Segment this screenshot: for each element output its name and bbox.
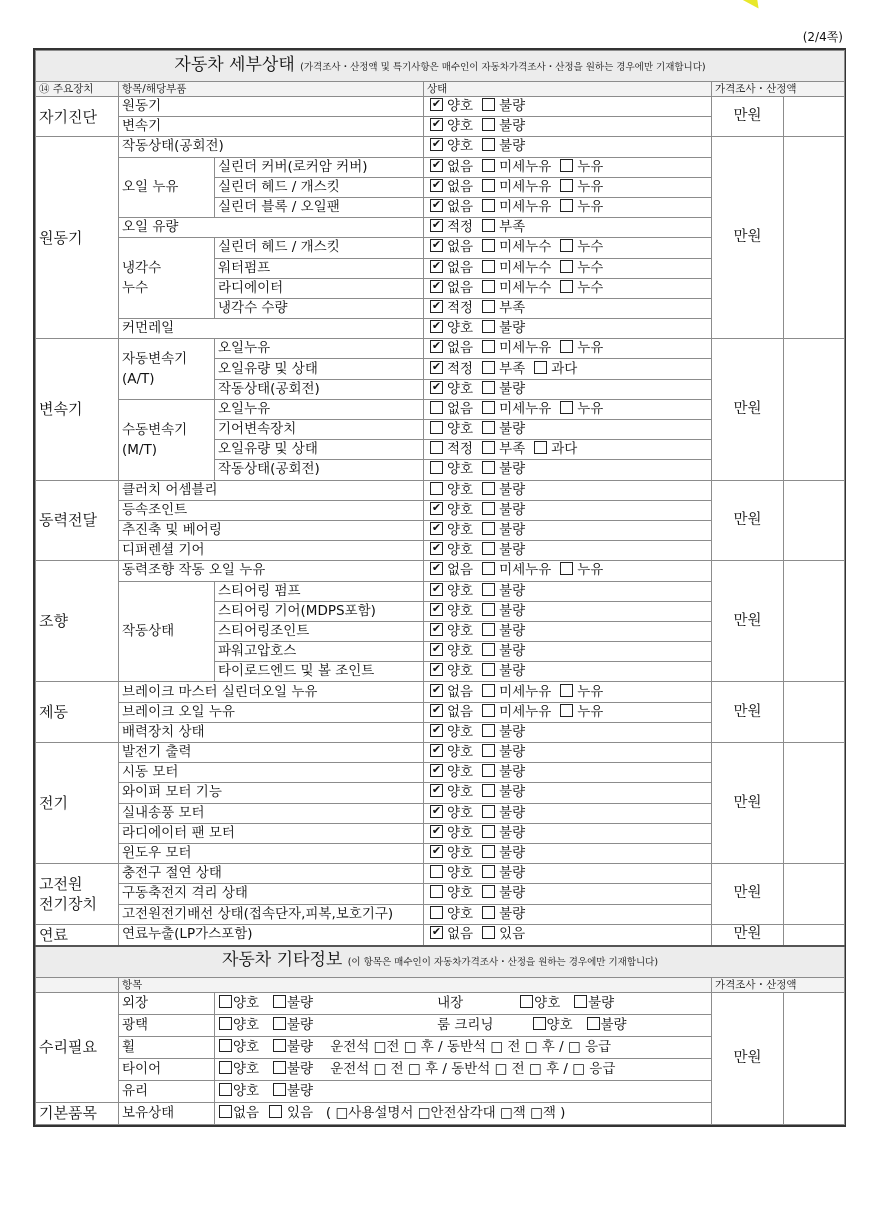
part-label: 작동상태(공회전) [215, 379, 424, 399]
status-cell: 양호 불량 [424, 884, 712, 904]
checkbox[interactable] [430, 562, 443, 575]
wheel-label: 휠 [119, 1036, 215, 1058]
device-group: 조향 [36, 561, 119, 682]
checkbox[interactable] [482, 340, 495, 353]
table-row [36, 480, 845, 500]
status-cell: ✔ 양호 불량 [424, 500, 712, 520]
checkbox[interactable] [430, 684, 443, 697]
status-cell: ✔ 없음 미세누수 누수 [424, 258, 712, 278]
checkbox[interactable] [430, 260, 443, 273]
checkbox[interactable] [430, 138, 443, 151]
part-label: 냉각수 수량 [215, 298, 424, 318]
status-cell: ✔ 양호 불량 [424, 621, 712, 641]
checkbox[interactable] [430, 885, 443, 898]
part-label: 오일누유 [215, 339, 424, 359]
price-input[interactable] [784, 137, 845, 339]
checkbox[interactable] [482, 784, 495, 797]
header-status: 상태 [424, 82, 712, 97]
status-cell: 양호 불량 [424, 480, 712, 500]
status-cell: 양호 불량 [424, 460, 712, 480]
device-group: 전기 [36, 743, 119, 864]
checkbox[interactable] [430, 98, 443, 111]
status-cell: ✔ 없음 미세누유 누유 [424, 339, 712, 359]
status-cell: ✔ 양호 불량 [424, 601, 712, 621]
etc-price: 만원 [712, 992, 784, 1124]
item-label: 작동상태 [119, 581, 215, 682]
item-label: 실내송풍 모터 [119, 803, 424, 823]
checkbox[interactable] [482, 724, 495, 737]
price-input[interactable] [784, 97, 845, 137]
checkbox[interactable] [482, 239, 495, 252]
header-price: 가격조사・산정액 [712, 82, 845, 97]
checkbox[interactable] [482, 138, 495, 151]
checkbox[interactable] [482, 825, 495, 838]
checkbox[interactable] [430, 179, 443, 192]
checkbox[interactable] [482, 623, 495, 636]
hold-status[interactable]: 없음 있음 ( □사용설명서 □안전삼각대 □잭 □잭 ) [215, 1102, 712, 1124]
part-label: 스티어링조인트 [215, 621, 424, 641]
checkbox[interactable] [430, 381, 443, 394]
wheel-status[interactable]: 양호 불량 운전석 □전 □ 후 / 동반석 □ 전 □ 후 / □ 응급 [215, 1036, 712, 1058]
status-cell: ✔ 양호 불량 [424, 117, 712, 137]
checkbox[interactable] [430, 461, 443, 474]
item-label: 수동변속기 (M/T) [119, 399, 215, 480]
table-row [36, 561, 845, 581]
status-cell: ✔ 없음 미세누유 누유 [424, 682, 712, 702]
item-label: 발전기 출력 [119, 743, 424, 763]
status-cell: ✔ 없음 미세누유 누유 [424, 197, 712, 217]
header-device: ⑭ 주요장치 [36, 82, 119, 97]
page-number: (2/4쪽) [802, 30, 843, 44]
checkbox[interactable] [482, 361, 495, 374]
item-label: 브레이크 오일 누유 [119, 702, 424, 722]
glass-status[interactable]: 양호 불량 [215, 1080, 712, 1102]
tire-status[interactable]: 양호 불량 운전석 □ 전 □ 후 / 동반석 □ 전 □ 후 / □ 응급 [215, 1058, 712, 1080]
status-cell: ✔ 양호 불량 [424, 379, 712, 399]
etc-item-header: 항목 [119, 977, 712, 992]
checkbox[interactable] [482, 441, 495, 454]
item-label: 라디에이터 팬 모터 [119, 823, 424, 843]
status-cell: 양호 불량 [424, 904, 712, 924]
checkbox[interactable] [430, 663, 443, 676]
checkbox[interactable] [430, 361, 443, 374]
checkbox[interactable] [430, 542, 443, 555]
checkbox[interactable] [430, 724, 443, 737]
price-cell: 만원 [712, 682, 784, 743]
checkbox[interactable] [430, 219, 443, 232]
device-group: 원동기 [36, 137, 119, 339]
glass-label: 유리 [119, 1080, 215, 1102]
device-group: 자기진단 [36, 97, 119, 137]
table-row [36, 924, 845, 946]
checkbox[interactable] [482, 906, 495, 919]
item-label: 냉각수 누수 [119, 238, 215, 319]
checkbox[interactable] [482, 381, 495, 394]
price-input[interactable] [784, 480, 845, 561]
part-label: 오일유량 및 상태 [215, 440, 424, 460]
item-label: 고전원전기배선 상태(접속단자,피복,보호기구) [119, 904, 424, 924]
status-cell: ✔ 양호 불량 [424, 319, 712, 339]
checkbox[interactable] [430, 482, 443, 495]
price-input[interactable] [784, 864, 845, 925]
checkbox[interactable] [430, 825, 443, 838]
checkbox[interactable] [482, 502, 495, 515]
status-cell: ✔ 양호 불량 [424, 642, 712, 662]
price-cell: 만원 [712, 924, 784, 946]
checkbox[interactable] [430, 805, 443, 818]
checkbox[interactable] [560, 340, 573, 353]
checkbox[interactable] [430, 300, 443, 313]
price-cell: 만원 [712, 339, 784, 480]
checkbox[interactable] [560, 562, 573, 575]
price-cell: 만원 [712, 137, 784, 339]
status-cell: ✔ 없음 미세누수 누수 [424, 238, 712, 258]
checkbox[interactable] [430, 704, 443, 717]
checkbox[interactable] [430, 441, 443, 454]
checkbox[interactable] [430, 118, 443, 131]
checkbox[interactable] [430, 583, 443, 596]
gloss-room-status[interactable]: 양호 불량 룸 크리닝 양호 불량 [215, 1014, 712, 1036]
item-label: 등속조인트 [119, 500, 424, 520]
exterior-label: 외장 [119, 992, 215, 1014]
status-cell: ✔ 적정 부족 과다 [424, 359, 712, 379]
price-cell: 만원 [712, 561, 784, 682]
exterior-interior-status[interactable]: 양호 불량 내장 양호 불량 [215, 992, 712, 1014]
etc-title: 자동차 기타정보 (이 항목은 매수인이 자동차가격조사・산정을 원하는 경우에만 기재합니다) [36, 946, 845, 978]
status-cell: ✔ 없음 있음 [424, 924, 712, 946]
checkbox[interactable] [430, 502, 443, 515]
item-label: 오일 유량 [119, 218, 424, 238]
status-cell: ✔ 적정 부족 [424, 218, 712, 238]
item-label: 동력조향 작동 오일 누유 [119, 561, 424, 581]
checkbox[interactable] [430, 401, 443, 414]
price-input[interactable] [784, 924, 845, 946]
item-label: 디퍼렌셜 기어 [119, 541, 424, 561]
checkbox[interactable] [430, 603, 443, 616]
price-cell: 만원 [712, 480, 784, 561]
status-cell: 양호 불량 [424, 864, 712, 884]
part-label: 실린더 커버(로커암 커버) [215, 157, 424, 177]
checkbox[interactable] [482, 704, 495, 717]
checkbox[interactable] [482, 865, 495, 878]
checkbox[interactable] [560, 280, 573, 293]
checkbox[interactable] [482, 845, 495, 858]
checkbox[interactable] [482, 179, 495, 192]
item-label: 원동기 [119, 97, 424, 117]
item-label: 와이퍼 모터 기능 [119, 783, 424, 803]
part-label: 스티어링 펌프 [215, 581, 424, 601]
item-label: 구동축전지 격리 상태 [119, 884, 424, 904]
checkbox[interactable] [560, 179, 573, 192]
checkbox[interactable] [482, 663, 495, 676]
checkbox[interactable] [430, 926, 443, 939]
checkbox[interactable] [482, 300, 495, 313]
checkbox[interactable] [430, 845, 443, 858]
price-cell: 만원 [712, 743, 784, 864]
status-cell: ✔ 적정 부족 [424, 298, 712, 318]
table-row [36, 743, 845, 763]
status-cell: ✔ 없음 미세누유 누유 [424, 702, 712, 722]
part-label: 스티어링 기어(MDPS포함) [215, 601, 424, 621]
checkbox[interactable] [482, 98, 495, 111]
item-label: 추진축 및 베어링 [119, 520, 424, 540]
item-label: 윈도우 모터 [119, 843, 424, 863]
gloss-label: 광택 [119, 1014, 215, 1036]
price-input[interactable] [784, 743, 845, 864]
hold-label: 보유상태 [119, 1102, 215, 1124]
status-cell: ✔ 양호 불량 [424, 763, 712, 783]
checkbox[interactable] [560, 199, 573, 212]
table-row [36, 137, 845, 157]
status-cell: ✔ 없음 미세누유 누유 [424, 177, 712, 197]
checkbox[interactable] [430, 623, 443, 636]
checkbox[interactable] [430, 522, 443, 535]
checkbox[interactable] [430, 784, 443, 797]
status-cell: ✔ 양호 불량 [424, 97, 712, 117]
item-label: 충전구 절연 상태 [119, 864, 424, 884]
price-input[interactable] [784, 561, 845, 682]
table-row [36, 339, 845, 359]
checkbox[interactable] [430, 421, 443, 434]
status-cell: ✔ 양호 불량 [424, 803, 712, 823]
checkbox[interactable] [560, 260, 573, 273]
checkbox[interactable] [482, 522, 495, 535]
checkbox[interactable] [482, 320, 495, 333]
price-input[interactable] [784, 682, 845, 743]
checkbox[interactable] [482, 764, 495, 777]
device-group: 변속기 [36, 339, 119, 480]
checkbox[interactable] [560, 159, 573, 172]
table-row [36, 682, 845, 702]
part-label: 타이로드엔드 및 볼 조인트 [215, 662, 424, 682]
checkbox[interactable] [430, 340, 443, 353]
checkbox[interactable] [430, 280, 443, 293]
checkbox[interactable] [482, 159, 495, 172]
device-group: 연료 [36, 924, 119, 946]
part-label: 워터펌프 [215, 258, 424, 278]
checkbox[interactable] [560, 401, 573, 414]
item-label: 자동변속기 (A/T) [119, 339, 215, 400]
status-cell: ✔ 양호 불량 [424, 823, 712, 843]
checkbox[interactable] [482, 643, 495, 656]
part-label: 기어변속장치 [215, 420, 424, 440]
checkbox[interactable] [482, 260, 495, 273]
item-label: 오일 누유 [119, 157, 215, 218]
price-cell: 만원 [712, 97, 784, 137]
checkbox[interactable] [482, 603, 495, 616]
item-label: 시동 모터 [119, 763, 424, 783]
checkbox[interactable] [482, 542, 495, 555]
item-label: 배력장치 상태 [119, 722, 424, 742]
status-cell: ✔ 없음 미세누유 누유 [424, 561, 712, 581]
part-label: 작동상태(공회전) [215, 460, 424, 480]
checkbox[interactable] [430, 643, 443, 656]
checkbox[interactable] [430, 199, 443, 212]
checkbox[interactable] [430, 320, 443, 333]
price-input[interactable] [784, 339, 845, 480]
status-cell: ✔ 없음 미세누유 누유 [424, 157, 712, 177]
detail-status-form [33, 48, 846, 1127]
checkbox[interactable] [482, 118, 495, 131]
checkbox[interactable] [430, 764, 443, 777]
basic-group: 기본품목 [36, 1102, 119, 1124]
checkbox[interactable] [482, 926, 495, 939]
item-label: 변속기 [119, 117, 424, 137]
etc-price-input[interactable] [784, 992, 845, 1124]
status-cell: ✔ 양호 불량 [424, 541, 712, 561]
checkbox[interactable] [482, 401, 495, 414]
item-label: 브레이크 마스터 실린더오일 누유 [119, 682, 424, 702]
item-label: 커먼레일 [119, 319, 424, 339]
status-cell: ✔ 없음 미세누수 누수 [424, 278, 712, 298]
status-cell: ✔ 양호 불량 [424, 722, 712, 742]
item-label: 작동상태(공회전) [119, 137, 424, 157]
status-cell: ✔ 양호 불량 [424, 520, 712, 540]
checkbox[interactable] [430, 159, 443, 172]
checkbox[interactable] [482, 744, 495, 757]
status-cell: 적정 부족 과다 [424, 440, 712, 460]
checkbox[interactable] [482, 562, 495, 575]
device-group: 제동 [36, 682, 119, 743]
status-cell: ✔ 양호 불량 [424, 743, 712, 763]
tire-label: 타이어 [119, 1058, 215, 1080]
status-cell: 양호 불량 [424, 420, 712, 440]
checkbox[interactable] [482, 805, 495, 818]
header-item: 항목/해당부품 [119, 82, 424, 97]
status-cell: ✔ 양호 불량 [424, 137, 712, 157]
part-label: 실린더 블록 / 오일팬 [215, 197, 424, 217]
device-group: 고전원 전기장치 [36, 864, 119, 925]
etc-price-header: 가격조사・산정액 [712, 977, 845, 992]
status-cell: ✔ 양호 불량 [424, 783, 712, 803]
checkbox[interactable] [482, 199, 495, 212]
table-row [36, 864, 845, 884]
checkbox[interactable] [560, 704, 573, 717]
checkbox[interactable] [430, 239, 443, 252]
part-label: 라디에이터 [215, 278, 424, 298]
mouse-cursor-icon [743, 0, 765, 13]
checkbox[interactable] [534, 361, 547, 374]
section-title: 자동차 세부상태 (가격조사・산정액 및 특기사항은 매수인이 자동차가격조사・산정을 원하는 경우에만 기재합니다) [36, 51, 845, 82]
part-label: 오일누유 [215, 399, 424, 419]
checkbox[interactable] [430, 906, 443, 919]
part-label: 실린더 헤드 / 개스킷 [215, 177, 424, 197]
checkbox[interactable] [482, 885, 495, 898]
part-label: 오일유량 및 상태 [215, 359, 424, 379]
status-cell: ✔ 양호 불량 [424, 581, 712, 601]
checkbox[interactable] [430, 865, 443, 878]
checkbox[interactable] [482, 219, 495, 232]
checkbox[interactable] [430, 744, 443, 757]
status-cell: 없음 미세누유 누유 [424, 399, 712, 419]
item-label: 연료누출(LP가스포함) [119, 924, 424, 946]
device-group: 동력전달 [36, 480, 119, 561]
checkbox[interactable] [482, 280, 495, 293]
checkbox[interactable] [482, 583, 495, 596]
part-label: 파워고압호스 [215, 642, 424, 662]
item-label: 클러치 어셈블리 [119, 480, 424, 500]
checkbox[interactable] [482, 684, 495, 697]
status-cell: ✔ 양호 불량 [424, 662, 712, 682]
checkbox[interactable] [534, 441, 547, 454]
status-cell: ✔ 양호 불량 [424, 843, 712, 863]
checkbox[interactable] [560, 684, 573, 697]
checkbox[interactable] [482, 482, 495, 495]
checkbox[interactable] [482, 461, 495, 474]
checkbox[interactable] [482, 421, 495, 434]
checkbox[interactable] [560, 239, 573, 252]
price-cell: 만원 [712, 864, 784, 925]
part-label: 실린더 헤드 / 개스킷 [215, 238, 424, 258]
repair-group: 수리필요 [36, 992, 119, 1102]
table-row [36, 97, 845, 117]
